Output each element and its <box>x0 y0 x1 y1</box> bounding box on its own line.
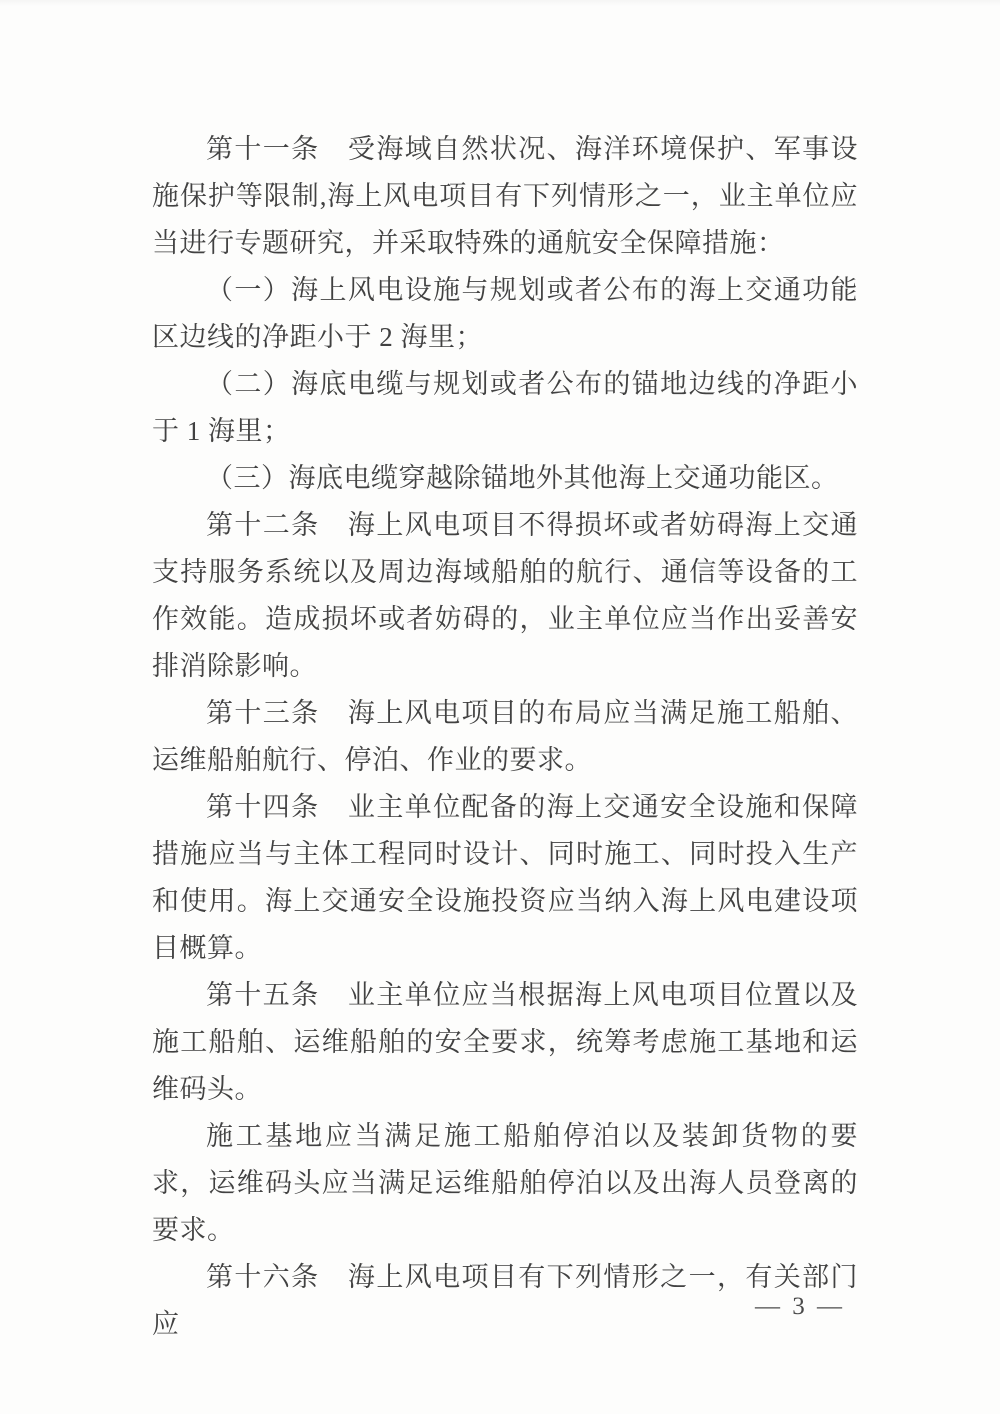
paragraph-item-1: （一）海上风电设施与规划或者公布的海上交通功能区边线的净距小于 2 海里； <box>152 275 858 352</box>
page-number: — 3 — <box>755 1293 845 1320</box>
paragraph-article-15: 第十五条 业主单位应当根据海上风电项目位置以及施工船舶、运维船舶的安全要求，统筹考虑施工基地和运维码头。 <box>152 980 858 1104</box>
document-text-block <box>152 126 858 1348</box>
paragraph-article-11: 第十一条 受海域自然状况、海洋环境保护、军事设施保护等限制,海上风电项目有下列情形之一，业主单位应当进行专题研究，并采取特殊的通航安全保障措施： <box>152 134 858 258</box>
paragraph-article-13: 第十三条 海上风电项目的布局应当满足施工船舶、运维船舶航行、停泊、作业的要求。 <box>152 698 858 775</box>
paragraph-article-14: 第十四条 业主单位配备的海上交通安全设施和保障措施应当与主体工程同时设计、同时施工、同时投入生产和使用。海上交通安全设施投资应当纳入海上风电建设项目概算。 <box>152 792 858 963</box>
paragraph-item-2: （二）海底电缆与规划或者公布的锚地边线的净距小于 1 海里； <box>152 369 858 446</box>
paragraph-article-16: 第十六条 海上风电项目有下列情形之一，有关部门应 <box>152 1262 858 1339</box>
paragraph-item-3: （三）海底电缆穿越除锚地外其他海上交通功能区。 <box>206 463 839 493</box>
paragraph-body: 施工基地应当满足施工船舶停泊以及装卸货物的要求，运维码头应当满足运维船舶停泊以及出海人员登离的要求。 <box>152 1121 858 1245</box>
paragraph-article-12: 第十二条 海上风电项目不得损坏或者妨碍海上交通支持服务系统以及周边海域船舶的航行、通信等设备的工作效能。造成损坏或者妨碍的，业主单位应当作出妥善安排消除影响。 <box>152 510 858 681</box>
